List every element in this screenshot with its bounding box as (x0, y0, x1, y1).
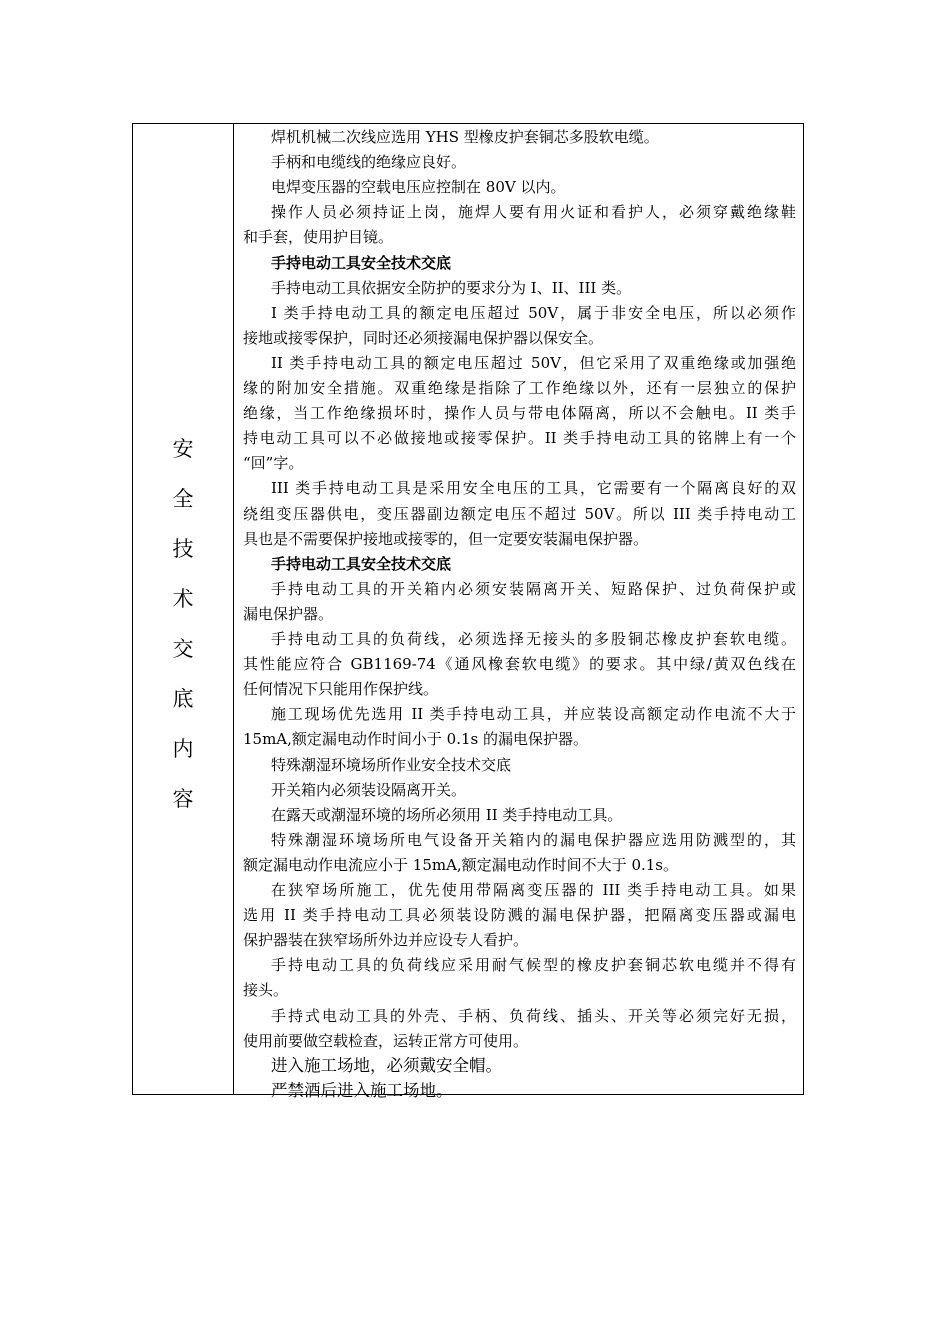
text-line: I 类手持电动工具的额定电压超过 50V，属于非安全电压，所以必须作 (271, 303, 796, 322)
text-line: 开关箱内必须装设隔离开关。 (271, 780, 467, 799)
text-line: 手持电动工具的负荷线应采用耐气候型的橡皮护套铜芯软电缆并不得有 (271, 956, 796, 975)
side-label-char: 底 (172, 687, 194, 711)
text-line: 15mA,额定漏电动作时间小于 0.1s 的漏电保护器。 (243, 730, 589, 749)
text-line: 绝缘，当工作绝缘损坏时，操作人员与带电体隔离，所以不会触电。II 类手 (243, 404, 796, 423)
text-line: 任何情况下只能用作保护线。 (243, 680, 439, 699)
text-line: 手持电动工具的负荷线，必须选择无接头的多股铜芯橡皮护套软电缆。 (271, 630, 796, 648)
text-line: 进入施工场地，必须戴安全帽。 (271, 1055, 502, 1075)
text-line: 操作人员必须持证上岗，施焊人要有用火证和看护人，必须穿戴绝缘鞋 (271, 203, 796, 222)
text-line: 具也是不需要保护接地或接零的，但一定要安装漏电保护器。 (243, 529, 649, 548)
side-label-char: 容 (172, 787, 194, 811)
side-label-column (133, 124, 234, 1094)
text-line: 额定漏电动作电流应小于 15mA,额定漏电动作时间不大于 0.1s。 (243, 855, 679, 874)
text-line: 其性能应符合 GB1169-74《通风橡套软电缆》的要求。其中绿/黄双色线在 (243, 655, 796, 674)
text-line: 焊机机械二次线应选用 YHS 型橡皮护套铜芯多股软电缆。 (271, 128, 659, 146)
text-line: 缘的附加安全措施。双重绝缘是指除了工作绝缘以外，还有一层独立的保护 (243, 379, 796, 397)
text-line: 保护器装在狭窄场所外边并应设专人看护。 (243, 931, 529, 950)
content-column (243, 124, 796, 1100)
text-line: 绕组变压器供电，变压器副边额定电压不超过 50V。所以 III 类手持电动工 (243, 504, 796, 523)
text-line: 持电动工具可以不必做接地或接零保护。II 类手持电动工具的铭牌上有一个 (243, 429, 796, 448)
side-label-char: 交 (172, 637, 194, 661)
side-label-char: 全 (172, 487, 194, 511)
side-label-char: 安 (172, 437, 194, 461)
text-line: 使用前要做空载检查，运转正常方可使用。 (243, 1031, 529, 1050)
text-line: 电焊变压器的空载电压应控制在 80V 以内。 (271, 178, 566, 197)
text-line: 手持电动工具依据安全防护的要求分为 I、II、III 类。 (271, 278, 632, 297)
text-line: III 类手持电动工具是采用安全电压的工具，它需要有一个隔离良好的双 (271, 479, 796, 498)
side-label-char: 技 (172, 537, 194, 561)
section-heading: 手持电动工具安全技术交底 (271, 554, 452, 573)
side-label-char: 术 (172, 587, 194, 611)
text-line: 接地或接零保护，同时还必须接漏电保护器以保安全。 (243, 328, 604, 347)
side-label-char: 内 (172, 737, 194, 761)
text-line: 漏电保护器。 (243, 604, 334, 623)
text-line: 手持式电动工具的外壳、手柄、负荷线、插头、开关等必须完好无损， (271, 1006, 796, 1025)
text-line: 在露天或潮湿环境的场所必须用 II 类手持电动工具。 (271, 805, 623, 824)
text-line: 特殊潮湿环境场所电气设备开关箱内的漏电保护器应选用防溅型的，其 (271, 830, 796, 849)
section-heading: 手持电动工具安全技术交底 (271, 253, 452, 272)
disclosure-table (132, 123, 804, 1100)
text-line: 施工现场优先选用 II 类手持电动工具，并应装设高额定动作电流不大于 (271, 705, 796, 724)
text-line: 选用 II 类手持电动工具必须装设防溅的漏电保护器，把隔离变压器或漏电 (243, 906, 796, 925)
text-line: 和手套，使用护目镜。 (243, 228, 394, 247)
text-line: 特殊潮湿环境场所作业安全技术交底 (271, 755, 512, 774)
text-line: 在狭窄场所施工，优先使用带隔离变压器的 III 类手持电动工具。如果 (271, 881, 796, 899)
text-line: 严禁酒后进入施工场地。 (271, 1080, 453, 1100)
text-line: “回”字。 (243, 454, 304, 473)
text-line: 接头。 (243, 981, 289, 1000)
text-line: 手持电动工具的开关箱内必须安装隔离开关、短路保护、过负荷保护或 (271, 579, 796, 598)
text-line: 手柄和电缆线的绝缘应良好。 (271, 153, 467, 172)
text-line: II 类手持电动工具的额定电压超过 50V，但它采用了双重绝缘或加强绝 (271, 353, 796, 372)
